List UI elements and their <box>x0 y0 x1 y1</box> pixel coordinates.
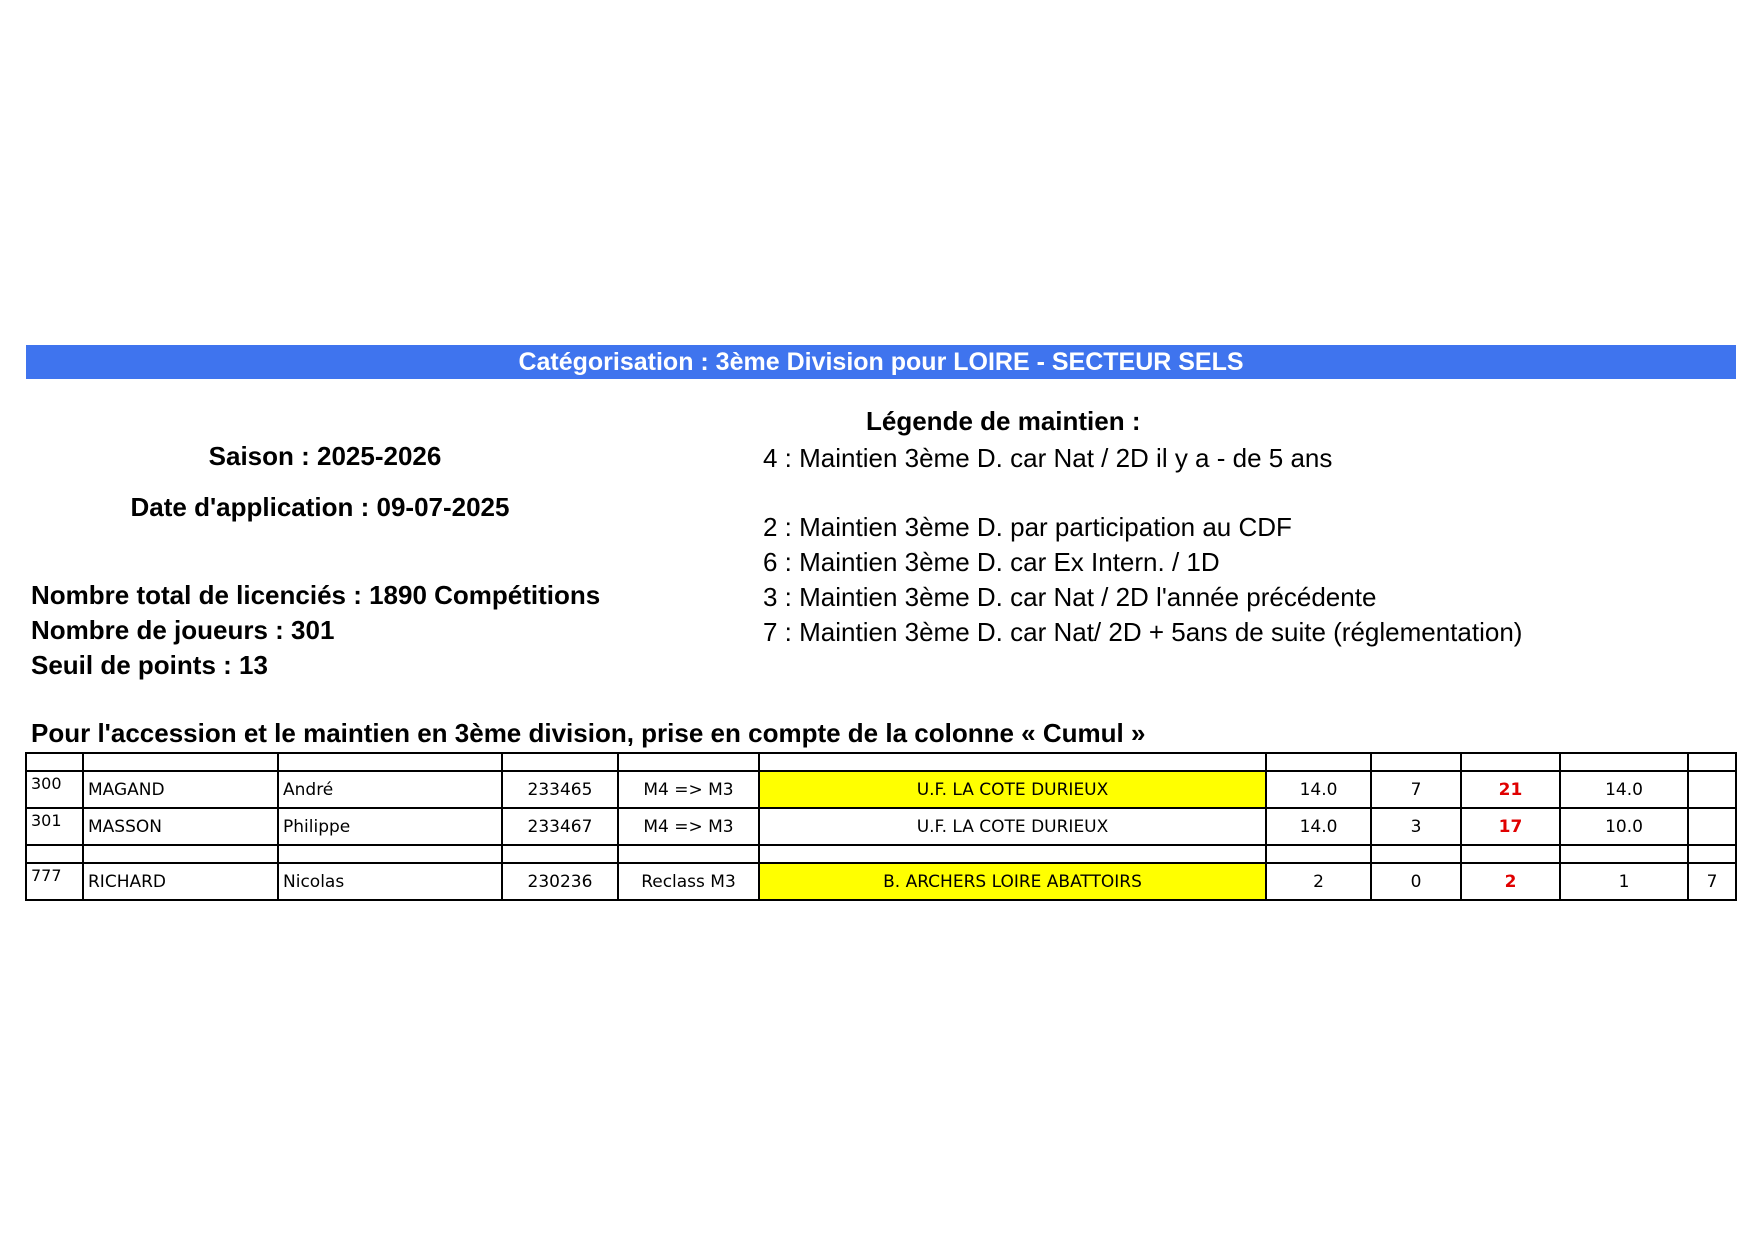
header-cell <box>1688 753 1736 771</box>
nom-cell: MASSON <box>83 808 278 845</box>
header-cell <box>1461 753 1560 771</box>
rank-cell: 777 <box>26 863 83 900</box>
cumul-cell: 2 <box>1461 863 1560 900</box>
club-cell: B. ARCHERS LOIRE ABATTOIRS <box>759 863 1266 900</box>
maintien-cell <box>1688 808 1736 845</box>
points-cell: 14.0 <box>1560 771 1688 808</box>
categorie-cell: Reclass M3 <box>618 863 759 900</box>
points-cell: 2 <box>1266 863 1371 900</box>
prenom-cell: André <box>278 771 502 808</box>
legend-item-7: 7 : Maintien 3ème D. car Nat/ 2D + 5ans de suite (réglementation) <box>763 617 1523 647</box>
points-cell: 3 <box>1371 808 1461 845</box>
header-cell <box>759 753 1266 771</box>
points-cell: 14.0 <box>1266 808 1371 845</box>
legend-item-3: 3 : Maintien 3ème D. car Nat / 2D l'année précédente <box>763 582 1377 612</box>
points-cell: 1 <box>1560 863 1688 900</box>
club-cell: U.F. LA COTE DURIEUX <box>759 808 1266 845</box>
spacer-cell <box>26 845 83 863</box>
legend-item-4: 4 : Maintien 3ème D. car Nat / 2D il y a - de 5 ans <box>763 443 1333 473</box>
points-cell: 7 <box>1371 771 1461 808</box>
nom-cell: RICHARD <box>83 863 278 900</box>
prenom-cell: Philippe <box>278 808 502 845</box>
spacer-cell <box>1461 845 1560 863</box>
categorie-cell: M4 => M3 <box>618 771 759 808</box>
cumul-note: Pour l'accession et le maintien en 3ème division, prise en compte de la colonne « Cumul » <box>31 718 1146 748</box>
legend-item-6: 6 : Maintien 3ème D. car Ex Intern. / 1D <box>763 547 1220 577</box>
header-cell <box>83 753 278 771</box>
rank-cell: 301 <box>26 808 83 845</box>
header-cell <box>1560 753 1688 771</box>
legend-spacer <box>763 476 1522 510</box>
table-row <box>26 863 1736 900</box>
table-header-row <box>26 753 1736 771</box>
points-cell: 0 <box>1371 863 1461 900</box>
points-cell: 14.0 <box>1266 771 1371 808</box>
seuil-points: Seuil de points : 13 <box>31 650 268 680</box>
spacer-cell <box>1688 845 1736 863</box>
season-label: Saison : 2025-2026 <box>208 441 442 471</box>
spacer-cell <box>1266 845 1371 863</box>
licence-cell: 233465 <box>502 771 618 808</box>
header-cell <box>502 753 618 771</box>
points-cell: 10.0 <box>1560 808 1688 845</box>
header-cell <box>26 753 83 771</box>
table-spacer-row <box>26 845 1736 863</box>
spacer-cell <box>83 845 278 863</box>
licence-cell: 230236 <box>502 863 618 900</box>
legend-item-2: 2 : Maintien 3ème D. par participation au CDF <box>763 512 1292 542</box>
prenom-cell: Nicolas <box>278 863 502 900</box>
table-row <box>26 808 1736 845</box>
spacer-cell <box>502 845 618 863</box>
header-cell <box>1371 753 1461 771</box>
licence-cell: 233467 <box>502 808 618 845</box>
nom-cell: MAGAND <box>83 771 278 808</box>
stats-block <box>31 578 600 683</box>
cumul-cell: 21 <box>1461 771 1560 808</box>
spacer-cell <box>1371 845 1461 863</box>
header-cell <box>618 753 759 771</box>
legend-title: Légende de maintien : <box>866 406 1141 436</box>
maintien-cell <box>1688 771 1736 808</box>
spacer-cell <box>618 845 759 863</box>
page-banner-title: Catégorisation : 3ème Division pour LOIRE - SECTEUR SELS <box>26 345 1736 379</box>
cumul-cell: 17 <box>1461 808 1560 845</box>
spacer-cell <box>1560 845 1688 863</box>
ranking-table <box>25 752 1737 901</box>
rank-cell: 300 <box>26 771 83 808</box>
table-row <box>26 771 1736 808</box>
spacer-cell <box>278 845 502 863</box>
total-licencies: Nombre total de licenciés : 1890 Compétitions <box>31 580 601 610</box>
application-date-label: Date d'application : 09-07-2025 <box>130 492 510 522</box>
nombre-joueurs: Nombre de joueurs : 301 <box>31 615 335 645</box>
header-cell <box>278 753 502 771</box>
spacer-cell <box>759 845 1266 863</box>
categorie-cell: M4 => M3 <box>618 808 759 845</box>
club-cell: U.F. LA COTE DURIEUX <box>759 771 1266 808</box>
legend-list <box>763 441 1522 650</box>
header-cell <box>1266 753 1371 771</box>
maintien-cell: 7 <box>1688 863 1736 900</box>
